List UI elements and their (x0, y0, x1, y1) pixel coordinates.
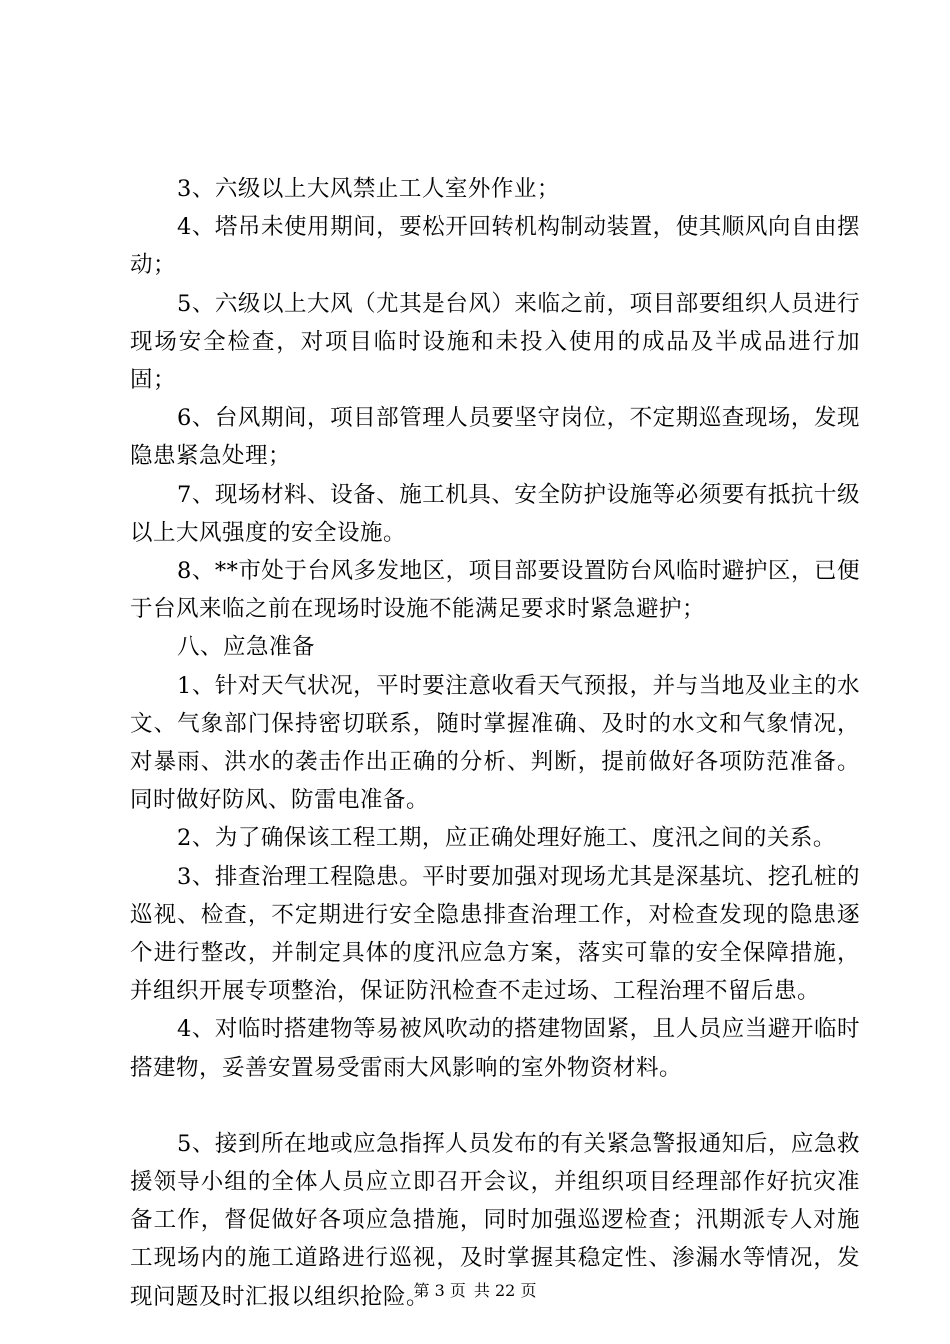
paragraph-prep-3-hazards: 3、排查治理工程隐患。平时要加强对现场尤其是深基坑、挖孔桩的巡视、检查，不定期进行安全隐患排查治理工作，对检查发现的隐患逐个进行整改，并制定具体的度汛应急方案，落实可靠的安全保障措施，并组织开展专项整治，保证防汛检查不走过场、工程治理不留后患。 (130, 863, 860, 1005)
page-number: 第 3 页 (413, 1281, 466, 1300)
paragraph-prep-4-temporary-structures: 4、对临时搭建物等易被风吹动的搭建物固紧，且人员应当避开临时搭建物，妥善安置易受雷雨大风影响的室外物资材料。 (130, 1016, 860, 1081)
paragraph-item-8-shelter: 8、**市处于台风多发地区，项目部要设置防台风临时避护区，已便于台风来临之前在现场时设施不能满足要求时紧急避护； (130, 558, 860, 623)
paragraph-item-5-inspection: 5、六级以上大风（尤其是台风）来临之前，项目部要组织人员进行现场安全检查，对项目临时设施和未投入使用的成品及半成品进行加固； (130, 290, 860, 394)
page-footer (0, 1281, 950, 1301)
paragraph-prep-2-schedule: 2、为了确保该工程工期，应正确处理好施工、度汛之间的关系。 (177, 825, 836, 852)
paragraph-prep-5-alert-response: 5、接到所在地或应急指挥人员发布的有关紧急警报通知后，应急救援领导小组的全体人员应立即召开会议，并组织项目经理部作好抗灾准备工作，督促做好各项应急措施，同时加强巡逻检查；汛期派专人对施工现场内的施工道路进行巡视，及时掌握其稳定性、渗漏水等情况，发现问题及时汇报以组织抢险。 (130, 1130, 860, 1310)
paragraph-item-4-tower-crane: 4、塔吊未使用期间，要松开回转机构制动装置，使其顺风向自由摆动； (130, 214, 860, 279)
section-heading-emergency-preparation: 八、应急准备 (177, 634, 316, 661)
paragraph-item-3-wind-ban: 3、六级以上大风禁止工人室外作业； (177, 176, 560, 202)
paragraph-item-6-typhoon-duty: 6、台风期间，项目部管理人员要坚守岗位，不定期巡查现场，发现隐患紧急处理； (130, 405, 860, 470)
document-body (130, 170, 860, 1316)
page-total: 共 22 页 (473, 1281, 537, 1300)
paragraph-item-7-materials: 7、现场材料、设备、施工机具、安全防护设施等必须要有抵抗十级以上大风强度的安全设施。 (130, 481, 860, 546)
paragraph-prep-1-weather: 1、针对天气状况，平时要注意收看天气预报，并与当地及业主的水文、气象部门保持密切联系，随时掌握准确、及时的水文和气象情况，对暴雨、洪水的袭击作出正确的分析、判断，提前做好各项防范准备。同时做好防风、防雷电准备。 (130, 672, 860, 814)
